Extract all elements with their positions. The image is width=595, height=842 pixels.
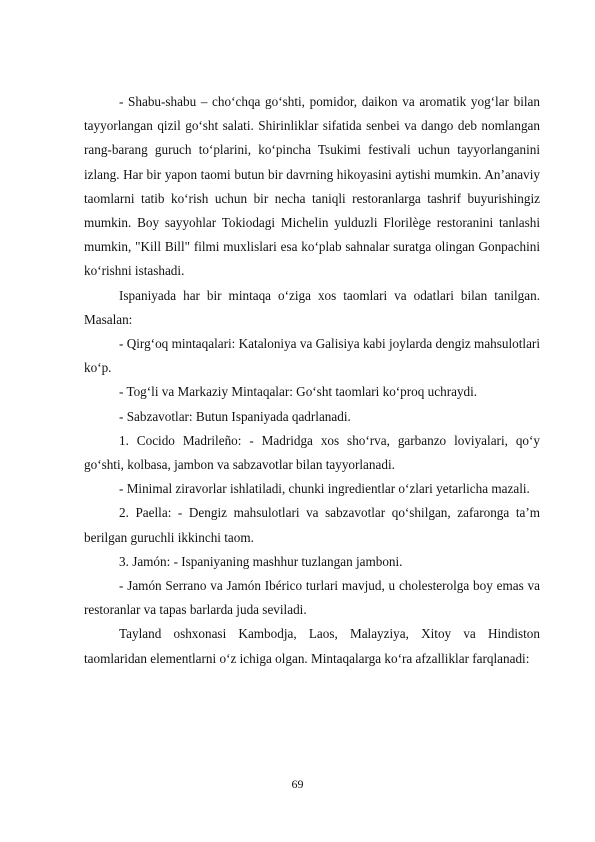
paragraph-mountain-regions: - Tog‘li va Markaziy Mintaqalar: Go‘sht taomlari ko‘proq uchraydi.	[119, 384, 478, 400]
paragraph-jamon-types: - Jamón Serrano va Jamón Ibérico turlari mavjud, u cholesterolga boy emas va restoranlar va tapas barlarda juda seviladi.	[84, 578, 540, 618]
paragraph-shabu-shabu: - Shabu-shabu – cho‘chqa go‘shti, pomidor, daikon va aromatik yog‘lar bilan tayyorlangan qizil go‘sht salati. Shirinliklar sifatida senbei va dango deb nomlangan rang-barang guruch to‘plarini, ko‘pincha Tsukimi festivali uchun tayyorlanganini izlang. Har bir yapon taomi butun bir davrning hikoyasini aytishi mumkin. An’anaviy taomlarni tatib ko‘rish uchun bir necha taniqli restoranlarga tashrif buyurishingiz mumkin. Boy sayyohlar Tokiodagi Michelin yulduzli Florilège restoranini tanlashi mumkin, "Kill Bill" filmi muxlislari esa ko‘plab sahnalar suratga olingan Gonpachini ko‘rishni istashadi.	[84, 94, 540, 279]
paragraph-cocido-madrileno: 1. Cocido Madrileño: - Madridga xos sho‘rva, garbanzo loviyalari, qo‘y go‘shti, kolbasa, jambon va sabzavotlar bilan tayyorlanadi.	[84, 432, 540, 473]
page-number: 69	[291, 777, 304, 791]
paragraph-spain-intro: Ispaniyada har bir mintaqa o‘ziga xos taomlari va odatlari bilan tanilgan. Masalan:	[84, 287, 540, 327]
paragraph-vegetables: - Sabzavotlar: Butun Ispaniyada qadrlanadi.	[119, 408, 351, 424]
paragraph-paella: 2. Paella: - Dengiz mahsulotlari va sabzavotlar qo‘shilgan, zafaronga ta’m berilgan guruchli ikkinchi taom.	[84, 505, 540, 545]
paragraph-minimal-spices: - Minimal ziravorlar ishlatiladi, chunki ingredientlar o‘zlari yetarlicha mazali.	[119, 481, 530, 497]
paragraph-jamon: 3. Jamón: - Ispaniyaning mashhur tuzlangan jamboni.	[119, 553, 403, 569]
paragraph-coastal-regions: - Qirg‘oq mintaqalari: Kataloniya va Galisiya kabi joylarda dengiz mahsulotlari ko‘p.	[84, 336, 540, 376]
paragraph-thai-cuisine: Tayland oshxonasi Kambodja, Laos, Malayziya, Xitoy va Hindiston taomlaridan elementlarni o‘z ichiga olgan. Mintaqalarga ko‘ra afzalliklar farqlanadi:	[84, 626, 540, 666]
page-body	[84, 90, 540, 671]
